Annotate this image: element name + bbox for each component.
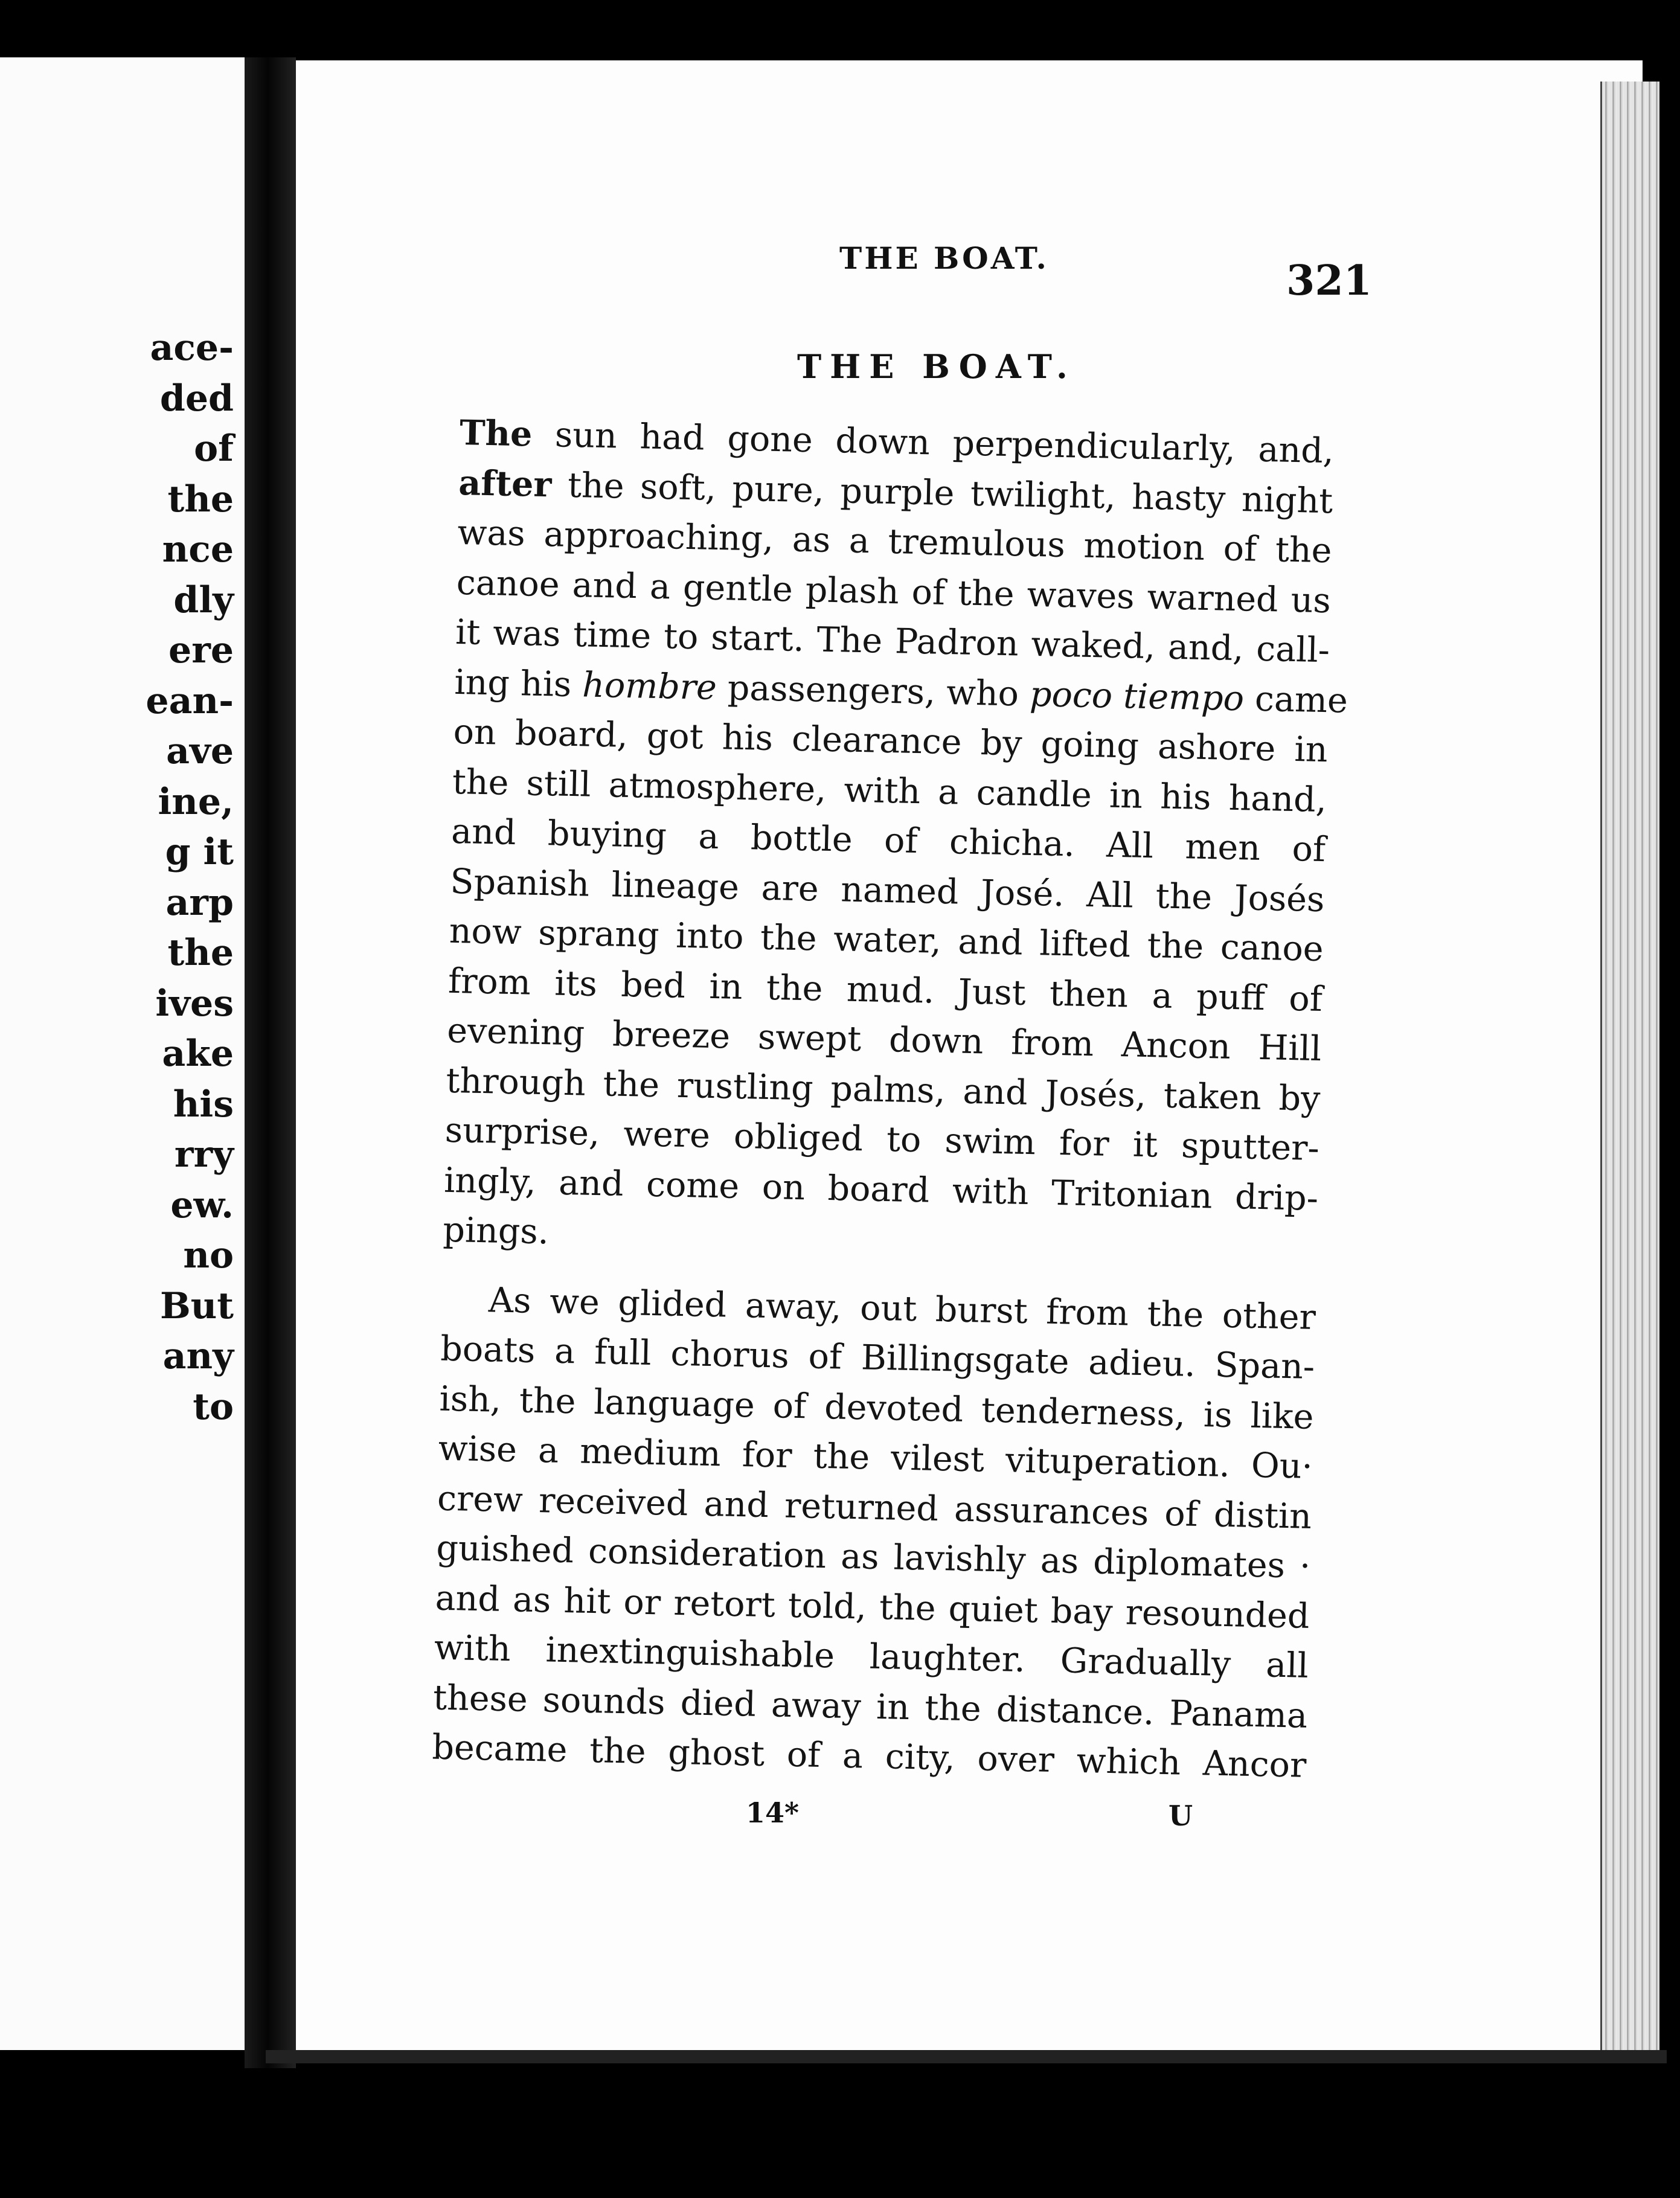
left-line: ine, xyxy=(158,780,234,823)
text-line: on board, got his clearance by going ashore in xyxy=(453,711,1329,771)
left-line: ere xyxy=(168,629,234,671)
text-line: evening breeze swept down from Ancon Hill xyxy=(446,1010,1322,1069)
left-page xyxy=(0,57,245,2050)
text-line: surprise, were obliged to swim for it sputter- xyxy=(444,1110,1320,1169)
left-line: But xyxy=(159,1284,234,1327)
left-line: nce xyxy=(162,528,234,571)
left-line: g it xyxy=(165,831,234,873)
text-line: it was time to start. The Padron waked, and, call- xyxy=(455,612,1330,671)
left-line: of xyxy=(194,428,234,470)
left-line: rry xyxy=(174,1133,234,1176)
paragraph-2 xyxy=(432,1274,1316,1790)
text-line: wise a medium for the vilest vituperation. Ou· xyxy=(438,1428,1313,1487)
left-line: ave xyxy=(166,730,234,772)
left-line: ake xyxy=(162,1033,234,1075)
text-line: these sounds died away in the distance. Panama xyxy=(432,1677,1308,1736)
page-bottom-shadow xyxy=(266,2050,1667,2063)
text-line: crew received and returned assurances of distin xyxy=(437,1478,1312,1537)
left-line: the xyxy=(167,478,234,521)
text-line: from its bed in the mud. Just then a puff of xyxy=(447,961,1323,1019)
text-line: and buying a bottle of chicha. All men of xyxy=(450,811,1326,870)
text-line: boats a full chorus of Billingsgate adieu. Span- xyxy=(440,1328,1315,1387)
signature-mark: 14* xyxy=(746,1796,800,1829)
left-line: to xyxy=(193,1385,234,1428)
text-line: pings. xyxy=(442,1210,550,1252)
left-line: ives xyxy=(155,982,234,1025)
text-line: ing his hombre passengers, who poco tiempo came xyxy=(454,662,1348,721)
chapter-title: THE BOAT. xyxy=(797,347,1076,386)
italic-term: poco tiempo xyxy=(1029,674,1245,719)
left-line: arp xyxy=(165,881,234,924)
left-line: dly xyxy=(173,578,234,621)
signature-letter: U xyxy=(1169,1799,1193,1832)
left-line: the xyxy=(167,932,234,974)
text-line: Spanish lineage are named José. All the Josés xyxy=(449,861,1325,920)
body-text xyxy=(431,408,1348,1790)
left-line: his xyxy=(173,1083,234,1126)
text-line: through the rustling palms, and Josés, taken by xyxy=(445,1060,1321,1119)
paragraph-1 xyxy=(442,408,1348,1274)
left-line: ded xyxy=(159,377,234,420)
text-line: The sun had gone down perpendicularly, and, xyxy=(459,412,1335,472)
left-line: ean- xyxy=(146,679,234,722)
left-line: no xyxy=(183,1234,234,1277)
text-line: was approaching, as a tremulous motion of the xyxy=(457,512,1333,571)
text-line: with inextinguishable laughter. Gradually all xyxy=(434,1627,1309,1686)
text-line: and as hit or retort told, the quiet bay resounded xyxy=(435,1578,1310,1636)
text-line: now sprang into the water, and lifted the canoe xyxy=(449,911,1324,970)
text-line: the still atmosphere, with a candle in his hand, xyxy=(452,761,1327,820)
text-line: ingly, and come on board with Tritonian drip- xyxy=(443,1160,1319,1219)
left-line: any xyxy=(162,1335,234,1377)
running-head: THE BOAT. xyxy=(839,240,1049,276)
text-line: guished consideration as lavishly as diplomates · xyxy=(435,1528,1311,1586)
page-number: 321 xyxy=(1286,257,1372,305)
text-line: ish, the language of devoted tenderness, is like xyxy=(438,1379,1315,1437)
book-gutter xyxy=(245,57,296,2068)
text-line: after the soft, pure, purple twilight, hasty night xyxy=(458,462,1333,521)
left-line: ew. xyxy=(170,1184,234,1226)
text-line: became the ghost of a city, over which Ancor xyxy=(431,1727,1307,1786)
italic-term: hombre xyxy=(582,664,717,708)
left-line: ace- xyxy=(150,327,234,369)
text-line: As we glided away, out burst from the other xyxy=(488,1280,1316,1338)
page-edges xyxy=(1600,82,1659,2056)
left-page-text xyxy=(53,323,234,1432)
text-line: canoe and a gentle plash of the waves warned us xyxy=(456,562,1332,621)
